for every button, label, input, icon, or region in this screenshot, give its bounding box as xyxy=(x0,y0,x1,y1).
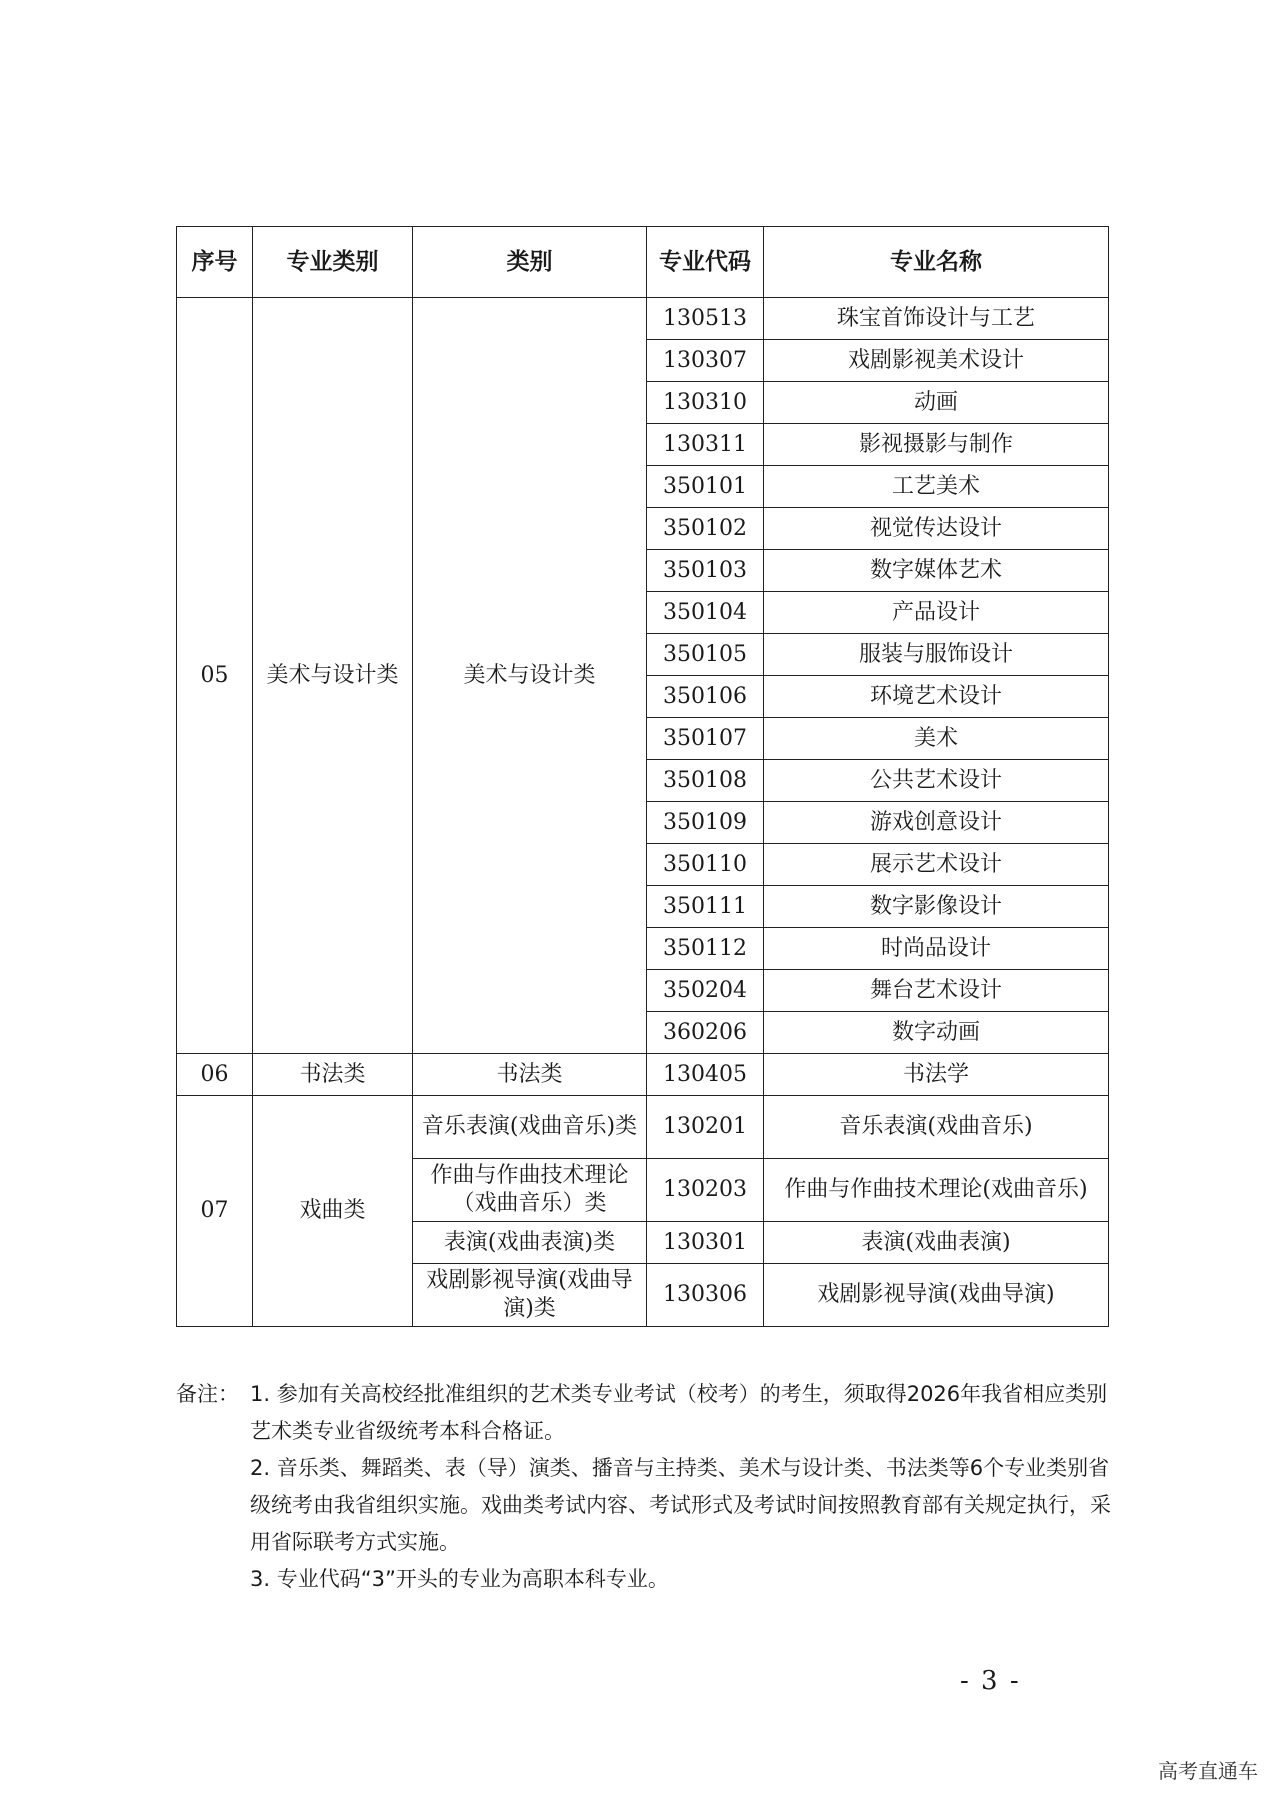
note-item xyxy=(176,1561,1116,1598)
code-cell: 130201 xyxy=(647,1096,764,1159)
code-cell: 130203 xyxy=(647,1159,764,1222)
group07-seq: 07 xyxy=(177,1096,253,1327)
code-cell: 130405 xyxy=(647,1054,764,1096)
table-header-row xyxy=(177,227,1109,298)
notes-label: 备注： xyxy=(176,1382,239,1406)
code-cell: 350112 xyxy=(647,928,764,970)
code-cell: 130311 xyxy=(647,424,764,466)
code-cell: 130301 xyxy=(647,1222,764,1264)
name-cell: 公共艺术设计 xyxy=(764,760,1109,802)
name-cell: 珠宝首饰设计与工艺 xyxy=(764,298,1109,340)
category-cell: 音乐表演(戏曲音乐)类 xyxy=(413,1096,647,1159)
group07-major-category: 戏曲类 xyxy=(253,1096,413,1327)
group05-major-category: 美术与设计类 xyxy=(253,298,413,1054)
name-cell: 表演(戏曲表演) xyxy=(764,1222,1109,1264)
page-number: - 3 - xyxy=(960,1666,1021,1696)
name-cell: 戏剧影视美术设计 xyxy=(764,340,1109,382)
name-cell: 戏剧影视导演(戏曲导演) xyxy=(764,1264,1109,1327)
code-cell: 350108 xyxy=(647,760,764,802)
code-cell: 350109 xyxy=(647,802,764,844)
name-cell: 数字媒体艺术 xyxy=(764,550,1109,592)
name-cell: 游戏创意设计 xyxy=(764,802,1109,844)
header-code: 专业代码 xyxy=(647,227,764,298)
category-cell: 表演(戏曲表演)类 xyxy=(413,1222,647,1264)
watermark: 高考直通车 xyxy=(1158,1759,1258,1783)
name-cell: 舞台艺术设计 xyxy=(764,970,1109,1012)
table-row xyxy=(177,1054,1109,1096)
code-cell: 350106 xyxy=(647,676,764,718)
name-cell: 工艺美术 xyxy=(764,466,1109,508)
name-cell: 数字动画 xyxy=(764,1012,1109,1054)
table-row xyxy=(177,298,1109,340)
name-cell: 视觉传达设计 xyxy=(764,508,1109,550)
code-cell: 350102 xyxy=(647,508,764,550)
name-cell: 数字影像设计 xyxy=(764,886,1109,928)
name-cell: 作曲与作曲技术理论(戏曲音乐) xyxy=(764,1159,1109,1222)
note-text: 3. 专业代码“3”开头的专业为高职本科专业。 xyxy=(250,1567,669,1591)
code-cell: 130513 xyxy=(647,298,764,340)
majors-table xyxy=(176,226,1109,1327)
note-text: 2. 音乐类、舞蹈类、表（导）演类、播音与主持类、美术与设计类、书法类等6个专业类别省级统考由我省组织实施。戏曲类考试内容、考试形式及考试时间按照教育部有关规定执行，采用省际联考方式实施。 xyxy=(250,1456,1111,1554)
header-category: 类别 xyxy=(413,227,647,298)
group05-category: 美术与设计类 xyxy=(413,298,647,1054)
code-cell: 130306 xyxy=(647,1264,764,1327)
name-cell: 产品设计 xyxy=(764,592,1109,634)
code-cell: 130310 xyxy=(647,382,764,424)
table-row xyxy=(177,1096,1109,1159)
name-cell: 影视摄影与制作 xyxy=(764,424,1109,466)
code-cell: 350104 xyxy=(647,592,764,634)
name-cell: 展示艺术设计 xyxy=(764,844,1109,886)
code-cell: 350110 xyxy=(647,844,764,886)
note-item xyxy=(176,1376,1116,1450)
group06-major-category: 书法类 xyxy=(253,1054,413,1096)
header-seq: 序号 xyxy=(177,227,253,298)
code-cell: 360206 xyxy=(647,1012,764,1054)
code-cell: 130307 xyxy=(647,340,764,382)
name-cell: 音乐表演(戏曲音乐) xyxy=(764,1096,1109,1159)
name-cell: 书法学 xyxy=(764,1054,1109,1096)
code-cell: 350103 xyxy=(647,550,764,592)
category-cell: 作曲与作曲技术理论（戏曲音乐）类 xyxy=(413,1159,647,1222)
header-name: 专业名称 xyxy=(764,227,1109,298)
name-cell: 时尚品设计 xyxy=(764,928,1109,970)
note-text: 1. 参加有关高校经批准组织的艺术类专业考试（校考）的考生，须取得2026年我省相应类别艺术类专业省级统考本科合格证。 xyxy=(250,1382,1108,1443)
notes-section xyxy=(176,1376,1116,1598)
name-cell: 动画 xyxy=(764,382,1109,424)
group05-seq: 05 xyxy=(177,298,253,1054)
code-cell: 350101 xyxy=(647,466,764,508)
code-cell: 350107 xyxy=(647,718,764,760)
group06-category: 书法类 xyxy=(413,1054,647,1096)
name-cell: 环境艺术设计 xyxy=(764,676,1109,718)
header-major-category: 专业类别 xyxy=(253,227,413,298)
group06-seq: 06 xyxy=(177,1054,253,1096)
code-cell: 350204 xyxy=(647,970,764,1012)
code-cell: 350111 xyxy=(647,886,764,928)
name-cell: 服装与服饰设计 xyxy=(764,634,1109,676)
note-item xyxy=(176,1450,1116,1561)
name-cell: 美术 xyxy=(764,718,1109,760)
code-cell: 350105 xyxy=(647,634,764,676)
category-cell: 戏剧影视导演(戏曲导演)类 xyxy=(413,1264,647,1327)
